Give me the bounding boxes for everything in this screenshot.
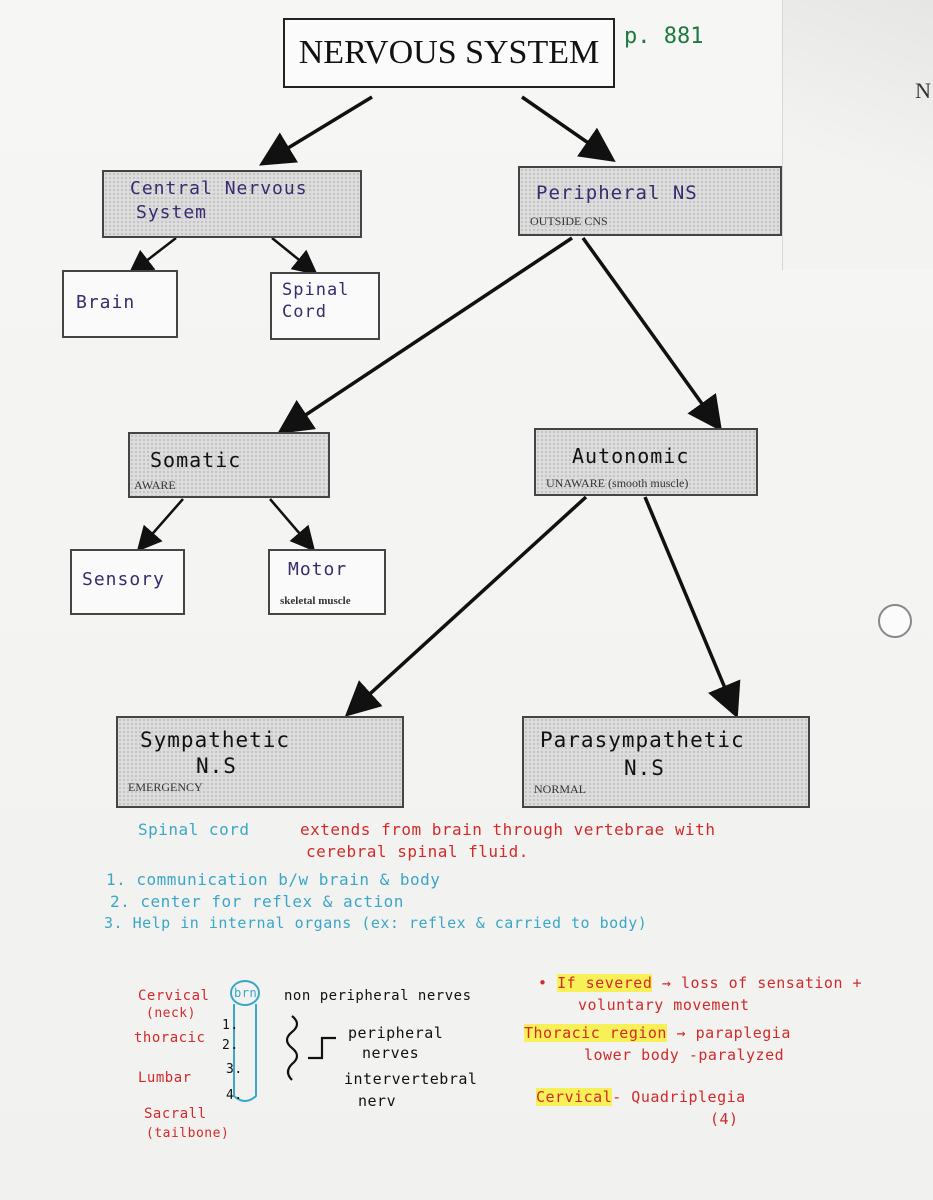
thoracic-rest: paraplegia xyxy=(695,1024,791,1042)
spinal-def-line2: cerebral spinal fluid. xyxy=(306,842,529,861)
motor-sublabel: skeletal muscle xyxy=(280,595,351,607)
peripheral-nerves-line1: peripheral xyxy=(348,1024,444,1042)
pns-box xyxy=(518,166,782,236)
nerve-braces xyxy=(287,1016,336,1080)
thoracic-note-line1: Thoracic region → paraplegia xyxy=(524,1024,791,1042)
region-sacral: Sacrall xyxy=(144,1106,207,1122)
severed-note-line1: • If severed → loss of sensation + xyxy=(538,974,863,992)
region-thoracic: thoracic xyxy=(134,1030,206,1046)
sympathetic-box xyxy=(116,716,404,808)
severed-note-line2: voluntary movement xyxy=(578,996,750,1014)
arrow-cns-to-spinal-cord xyxy=(272,238,314,272)
intervertebral-line2: nerv xyxy=(358,1092,397,1110)
peripheral-nerves-line2: nerves xyxy=(362,1044,420,1062)
region-sacral-sub: (tailbone) xyxy=(146,1126,230,1141)
cns-label-line1: Central Nervous xyxy=(130,178,308,199)
severed-rest: loss of sensation + xyxy=(680,974,863,992)
autonomic-box xyxy=(534,428,758,496)
sympathetic-label-line2: N.S xyxy=(196,754,237,778)
severed-highlight: If severed xyxy=(557,974,653,992)
motor-box xyxy=(268,549,386,615)
sympathetic-sublabel: EMERGENCY xyxy=(128,780,203,794)
vertebra-num-4: 4. xyxy=(226,1088,243,1103)
parasympathetic-sublabel: NORMAL xyxy=(534,782,587,796)
parasympathetic-box xyxy=(522,716,810,808)
cervical-note-line1 xyxy=(536,1088,746,1106)
cervical-mark: brn xyxy=(234,986,258,1000)
motor-label: Motor xyxy=(288,559,348,580)
corner-text: N xyxy=(915,78,931,103)
sympathetic-label-line1: Sympathetic xyxy=(140,728,291,752)
title-box xyxy=(283,18,615,88)
cns-box xyxy=(102,170,362,238)
somatic-sublabel: AWARE xyxy=(134,478,176,492)
page-reference: p. 881 xyxy=(624,24,704,49)
arrow-title-to-pns xyxy=(522,97,610,158)
brain-label: Brain xyxy=(76,292,136,313)
pns-sublabel: OUTSIDE CNS xyxy=(530,214,608,228)
spinal-def-prefix: Spinal cord xyxy=(138,820,250,839)
region-cervical: Cervical xyxy=(138,988,210,1004)
region-lumbar: Lumbar xyxy=(138,1070,192,1086)
region-cervical-sub: (neck) xyxy=(146,1006,196,1021)
arrow-autonomic-to-parasympathetic xyxy=(645,497,735,712)
brain-box xyxy=(62,270,178,338)
cervical-rest: - Quadriplegia xyxy=(612,1088,746,1106)
somatic-box xyxy=(128,432,330,498)
cervical-note-line2: (4) xyxy=(710,1110,739,1128)
arrow-title-to-cns xyxy=(265,97,372,162)
somatic-label: Somatic xyxy=(150,448,242,472)
arrow-cns-to-brain xyxy=(132,238,176,272)
spinal-cord-box xyxy=(270,272,380,340)
parasympathetic-label-line2: N.S xyxy=(624,756,665,780)
sensory-box xyxy=(70,549,185,615)
arrow-somatic-to-sensory xyxy=(140,499,183,548)
parasympathetic-label-line1: Parasympathetic xyxy=(540,728,745,752)
spinal-def-line1: extends from brain through vertebrae with xyxy=(300,820,716,839)
vertebra-num-3: 3. xyxy=(226,1062,243,1077)
function-item-2: 2. center for reflex & action xyxy=(110,892,404,911)
arrow-somatic-to-motor xyxy=(270,499,312,548)
autonomic-label: Autonomic xyxy=(572,444,690,468)
page-title: NERVOUS SYSTEM xyxy=(298,34,600,71)
vertebra-num-2: 2. xyxy=(222,1038,239,1053)
autonomic-sublabel: UNAWARE (smooth muscle) xyxy=(546,476,689,490)
vertebra-num-1: 1. xyxy=(222,1018,239,1033)
cervical-highlight: Cervical xyxy=(536,1088,613,1106)
nonperipheral-nerves-label: non peripheral nerves xyxy=(284,988,472,1004)
spinal-cord-label-line1: Spinal xyxy=(282,280,350,300)
pns-label: Peripheral NS xyxy=(536,182,698,204)
sensory-label: Sensory xyxy=(82,569,165,590)
arrow-pns-to-autonomic xyxy=(583,238,718,426)
cns-label-line2: System xyxy=(136,202,208,223)
thoracic-highlight: Thoracic region xyxy=(524,1024,667,1042)
function-item-1: 1. communication b/w brain & body xyxy=(106,870,441,889)
function-item-3: 3. Help in internal organs (ex: reflex & carried to body) xyxy=(104,914,648,932)
thoracic-note-line2: lower body -paralyzed xyxy=(584,1046,785,1064)
spinal-cord-label-line2: Cord xyxy=(282,302,327,322)
intervertebral-line1: intervertebral xyxy=(344,1070,478,1088)
